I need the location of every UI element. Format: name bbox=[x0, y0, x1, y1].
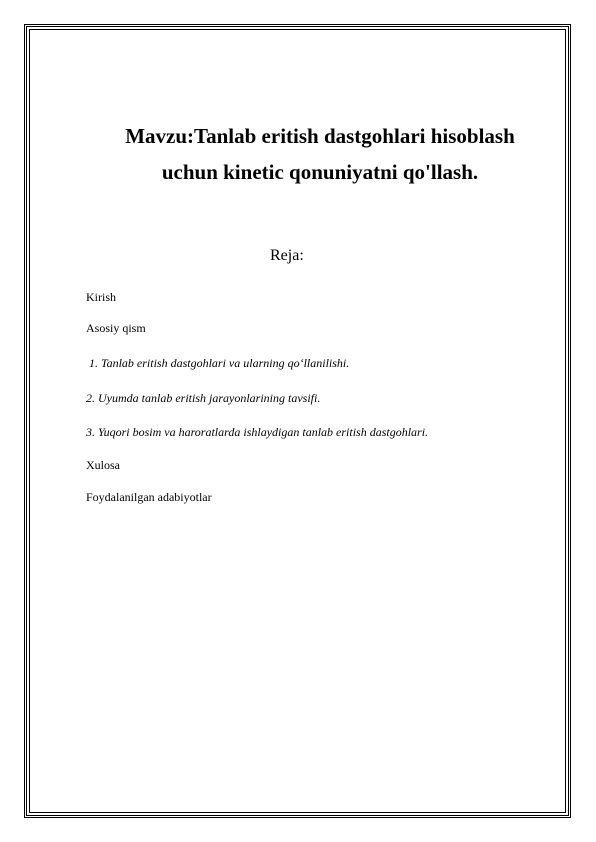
plan-item-main: Asosiy qism bbox=[86, 321, 146, 335]
plan-heading: Reja: bbox=[270, 247, 304, 264]
title-line-1: Mavzu:Tanlab eritish dastgohlari hisoblash bbox=[125, 124, 515, 148]
document-title bbox=[60, 118, 580, 190]
plan-item-references: Foydalanilgan adabiyotlar bbox=[86, 490, 212, 504]
plan-item-conclusion: Xulosa bbox=[86, 458, 120, 472]
plan-item-2: 2. Uyumda tanlab eritish jarayonlarining tavsifi. bbox=[86, 391, 321, 405]
plan-item-1: 1. Tanlab eritish dastgohlari va ularning qo‘llanilishi. bbox=[86, 356, 350, 370]
title-line-2: uchun kinetic qonuniyatni qo'llash. bbox=[161, 160, 479, 184]
plan-item-intro: Kirish bbox=[86, 290, 116, 304]
plan-item-3: 3. Yuqori bosim va haroratlarda ishlaydigan tanlab eritish dastgohlari. bbox=[86, 425, 429, 439]
